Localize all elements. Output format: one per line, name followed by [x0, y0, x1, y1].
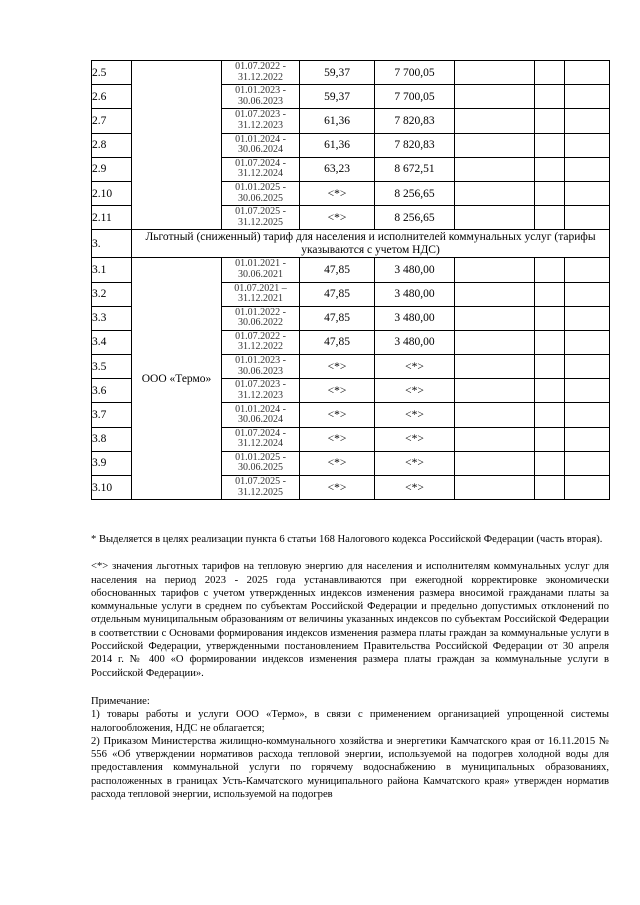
tariff-value-2: 7 820,83	[375, 109, 455, 133]
row-number: 3.4	[92, 330, 132, 354]
note-title: Примечание:	[91, 695, 150, 707]
empty-cell	[455, 476, 535, 500]
empty-cell	[455, 206, 535, 230]
tariff-value-2: <*>	[375, 355, 455, 379]
tariff-value-2: 3 480,00	[375, 330, 455, 354]
empty-cell	[565, 282, 610, 306]
empty-cell	[535, 355, 565, 379]
empty-cell	[535, 379, 565, 403]
empty-cell	[565, 85, 610, 109]
period-cell: 01.07.2022 - 31.12.2022	[222, 61, 300, 85]
tariff-value-2: 3 480,00	[375, 282, 455, 306]
tariff-value-2: <*>	[375, 379, 455, 403]
empty-cell	[455, 427, 535, 451]
empty-cell	[535, 206, 565, 230]
empty-cell	[535, 85, 565, 109]
empty-cell	[455, 306, 535, 330]
tariff-value-1: <*>	[300, 403, 375, 427]
table-row	[92, 258, 610, 282]
empty-cell	[535, 282, 565, 306]
tariff-value-2: 3 480,00	[375, 306, 455, 330]
empty-cell	[535, 403, 565, 427]
footnote-star: <*> значения льготных тарифов на тепловую энергию для населения и исполнителям коммунальных услуг для населения на период 2023 - 2025 года устанавливаются при ежегодной корректировке экономически обоснованных тарифов с учетом утвержденных индексов изменения размера вносимой гражданами платы за коммунальные услуги в среднем по субъектам Российской Федерации и предельно допустимых отклонений по отдельным муниципальным образованиям от величины указанных индексов по субъектам Российской Федерации в соответствии с Основами формирования индексов изменения размера платы граждан за коммунальные услуги в Российской Федерации, утвержденными постановлением Правительства Российской Федерации от 30 апреля 2014 г. № 400 «О формировании индексов изменения размера платы граждан за коммунальные услуги в Российской Федерации».	[91, 561, 609, 679]
tariff-value-2: 8 672,51	[375, 157, 455, 181]
empty-cell	[565, 109, 610, 133]
empty-cell	[565, 181, 610, 205]
period-cell: 01.01.2024 - 30.06.2024	[222, 133, 300, 157]
tariff-value-2: <*>	[375, 403, 455, 427]
empty-cell	[565, 157, 610, 181]
row-number: 2.7	[92, 109, 132, 133]
row-number: 2.11	[92, 206, 132, 230]
empty-cell	[535, 157, 565, 181]
row-number: 3.1	[92, 258, 132, 282]
period-cell: 01.01.2021 - 30.06.2021	[222, 258, 300, 282]
tariff-value-1: 63,23	[300, 157, 375, 181]
row-number: 2.10	[92, 181, 132, 205]
empty-cell	[565, 379, 610, 403]
period-cell: 01.01.2023 - 30.06.2023	[222, 85, 300, 109]
empty-cell	[455, 258, 535, 282]
row-number: 3.8	[92, 427, 132, 451]
tariff-value-1: 47,85	[300, 306, 375, 330]
empty-cell	[535, 451, 565, 475]
period-cell: 01.01.2023 - 30.06.2023	[222, 355, 300, 379]
empty-cell	[535, 258, 565, 282]
row-number: 2.5	[92, 61, 132, 85]
empty-cell	[535, 330, 565, 354]
empty-cell	[565, 427, 610, 451]
empty-cell	[535, 181, 565, 205]
tariff-value-1: 59,37	[300, 61, 375, 85]
empty-cell	[565, 355, 610, 379]
row-number: 3.3	[92, 306, 132, 330]
tariff-value-1: <*>	[300, 451, 375, 475]
tariff-value-2: <*>	[375, 427, 455, 451]
tariff-value-1: 47,85	[300, 258, 375, 282]
row-number: 3.9	[92, 451, 132, 475]
tariff-value-1: <*>	[300, 181, 375, 205]
empty-cell	[565, 61, 610, 85]
tariff-value-1: 47,85	[300, 282, 375, 306]
period-cell: 01.07.2024 - 31.12.2024	[222, 427, 300, 451]
empty-cell	[455, 109, 535, 133]
row-number: 3.7	[92, 403, 132, 427]
footnote-vat: * Выделяется в целях реализации пункта 6 статьи 168 Налогового кодекса Российской Федерации (часть вторая).	[91, 534, 603, 545]
period-cell: 01.01.2025 - 30.06.2025	[222, 181, 300, 205]
tariff-value-2: 8 256,65	[375, 206, 455, 230]
empty-cell	[455, 379, 535, 403]
row-number: 2.6	[92, 85, 132, 109]
tariff-value-1: <*>	[300, 476, 375, 500]
tariff-value-2: 8 256,65	[375, 181, 455, 205]
period-cell: 01.07.2021 – 31.12.2021	[222, 282, 300, 306]
empty-cell	[565, 403, 610, 427]
row-number: 3.10	[92, 476, 132, 500]
tariff-value-1: 47,85	[300, 330, 375, 354]
period-cell: 01.07.2024 - 31.12.2024	[222, 157, 300, 181]
period-cell: 01.01.2022 - 30.06.2022	[222, 306, 300, 330]
tariff-value-1: <*>	[300, 427, 375, 451]
section-number: 3.	[92, 230, 132, 258]
empty-cell	[455, 330, 535, 354]
empty-cell	[535, 306, 565, 330]
empty-cell	[565, 330, 610, 354]
empty-cell	[565, 258, 610, 282]
organization-cell	[132, 61, 222, 230]
period-cell: 01.07.2023 - 31.12.2023	[222, 109, 300, 133]
section-title: Льготный (сниженный) тариф для населения и исполнителей коммунальных услуг (тарифы указываются с учетом НДС)	[132, 230, 610, 258]
tariff-value-1: <*>	[300, 355, 375, 379]
empty-cell	[535, 476, 565, 500]
empty-cell	[565, 133, 610, 157]
tariff-value-2: <*>	[375, 451, 455, 475]
empty-cell	[455, 85, 535, 109]
tariff-table-body	[92, 61, 610, 500]
empty-cell	[535, 133, 565, 157]
tariff-value-1: 61,36	[300, 133, 375, 157]
note-1: 1) товары работы и услуги ООО «Термо», в связи с применением организацией упрощенной системы налогообложения, НДС не облагается;	[91, 709, 609, 734]
note-2: 2) Приказом Министерства жилищно-коммунального хозяйства и энергетики Камчатского края от 16.11.2015 № 556 «Об утверждении нормативов расхода тепловой энергии, используемой на подогрев холодной воды для предоставления коммунальной услуги по горячему водоснабжению в муниципальных образованиях, расположенных в границах Усть-Камчатского муниципального района Камчатского края» утвержден норматив расхода тепловой энергии, используемой на подогрев	[91, 735, 609, 801]
row-number: 3.2	[92, 282, 132, 306]
row-number: 3.6	[92, 379, 132, 403]
section-row	[92, 230, 610, 258]
empty-cell	[455, 451, 535, 475]
tariff-value-1: <*>	[300, 379, 375, 403]
tariff-value-1: 59,37	[300, 85, 375, 109]
period-cell: 01.07.2025 - 31.12.2025	[222, 206, 300, 230]
row-number: 2.8	[92, 133, 132, 157]
empty-cell	[455, 282, 535, 306]
table-row	[92, 61, 610, 85]
empty-cell	[455, 133, 535, 157]
period-cell: 01.01.2025 - 30.06.2025	[222, 451, 300, 475]
tariff-value-2: 3 480,00	[375, 258, 455, 282]
empty-cell	[455, 61, 535, 85]
empty-cell	[535, 61, 565, 85]
empty-cell	[455, 181, 535, 205]
empty-cell	[455, 355, 535, 379]
row-number: 2.9	[92, 157, 132, 181]
tariff-value-2: <*>	[375, 476, 455, 500]
tariff-table	[91, 60, 610, 500]
tariff-value-1: <*>	[300, 206, 375, 230]
empty-cell	[565, 476, 610, 500]
period-cell: 01.07.2023 - 31.12.2023	[222, 379, 300, 403]
empty-cell	[535, 109, 565, 133]
period-cell: 01.07.2022 - 31.12.2022	[222, 330, 300, 354]
period-cell: 01.01.2024 - 30.06.2024	[222, 403, 300, 427]
tariff-value-1: 61,36	[300, 109, 375, 133]
period-cell: 01.07.2025 - 31.12.2025	[222, 476, 300, 500]
tariff-value-2: 7 820,83	[375, 133, 455, 157]
empty-cell	[565, 306, 610, 330]
tariff-value-2: 7 700,05	[375, 85, 455, 109]
empty-cell	[455, 157, 535, 181]
empty-cell	[565, 451, 610, 475]
tariff-value-2: 7 700,05	[375, 61, 455, 85]
notes-block	[91, 533, 609, 801]
empty-cell	[535, 427, 565, 451]
row-number: 3.5	[92, 355, 132, 379]
organization-cell: ООО «Термо»	[132, 258, 222, 500]
empty-cell	[455, 403, 535, 427]
empty-cell	[565, 206, 610, 230]
